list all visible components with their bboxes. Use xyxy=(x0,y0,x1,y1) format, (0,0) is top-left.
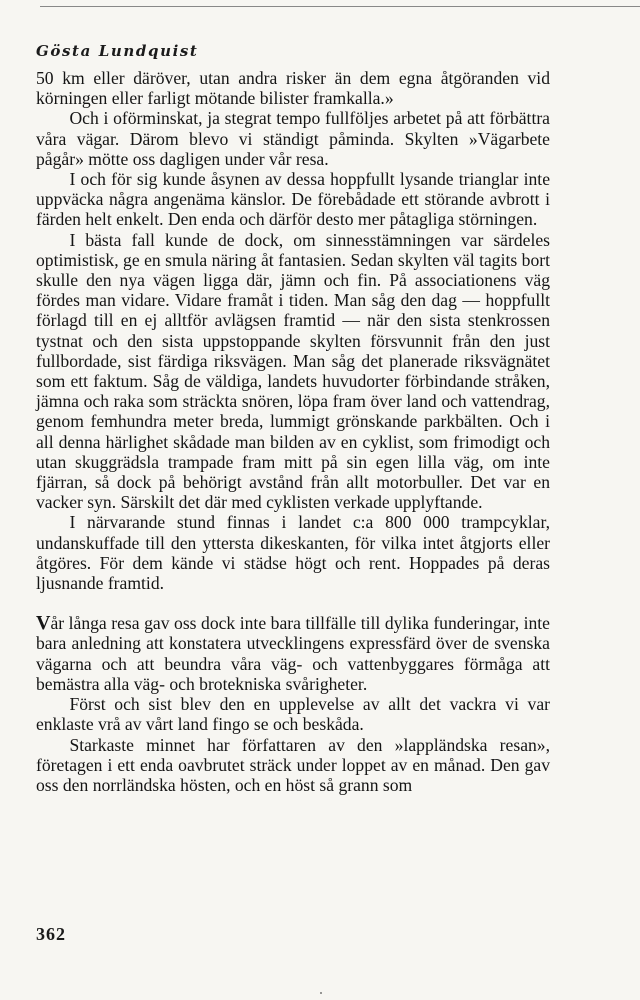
running-header: Gösta Lundquist xyxy=(36,42,199,60)
section-opening-paragraph xyxy=(36,613,550,694)
body-text xyxy=(36,68,550,795)
paragraph: I närvarande stund finnas i landet c:a 800 000 trampcyklar, undanskuffade till den yttersta dikeskanten, för vilka intet åtgjorts eller åtgöres. För dem kände vi städse högt och rent. Hoppades på deras ljusnande framtid. xyxy=(36,512,550,594)
top-rule xyxy=(40,6,640,7)
page-number: 362 xyxy=(36,924,66,944)
paragraph: 50 km eller däröver, utan andra risker än dem egna åtgöranden vid körningen eller farligt mötande bilister framkalla.» xyxy=(36,68,550,109)
paragraph: I bästa fall kunde de dock, om sinnesstämningen var särdeles optimistisk, ge en smula näring åt fantasien. Sedan skylten väl tagits bort skulle den nya vägen ligga där, jämn och fin. På associationens väg fördes man vidare. Vidare framåt i tiden. Man såg den dag — hoppfullt förlagd till en ej alltför avlägsen framtid — när den sista stenkrossen tystnat och den sista uppstoppande skylten försvunnit från den just fullbordade, sist färdiga riksvägen. Man såg det planerade riksvägnätet som ett faktum. Såg de väldiga, landets huvudorter förbindande stråken, jämna och raka som sträckta snören, löpa fram över land och vattendrag, genom femhundra meter breda, lummigt grönskande parkbälten. Och i all denna härlighet skådade man bilden av en cyklist, som frimodigt och utan skuggrädsla trampade fram mitt på sin egen lilla väg, om inte fjärran, så dock på behörigt avstånd från allt motorbuller. Det var en vacker syn. Särskilt det där med cyklisten verkade upplyftande. xyxy=(36,229,550,513)
paragraph: Och i oförminskat, ja stegrat tempo fullföljes arbetet på att förbättra våra vägar. Därom blevo vi ständigt påminda. Skylten »Vägarbete pågår» mötte oss dagligen under vår resa. xyxy=(36,108,550,169)
section-opening-text: år långa resa gav oss dock inte bara tillfälle till dylika funderingar, inte bara anledning att konstatera utvecklingens expressfärd över de svenska vägarna och att beundra våra väg- och vattenbyggares förmåga att bemästra alla väg- och brotekniska svårigheter. xyxy=(36,613,550,694)
print-speck xyxy=(320,992,322,994)
paragraph: Starkaste minnet har författaren av den »lappländska resan», företagen i ett enda oavbrutet sträck under loppet av en månad. Den gav oss den norrländska hösten, och en höst så grann som xyxy=(36,734,550,795)
paragraph: I och för sig kunde åsynen av dessa hoppfullt lysande trianglar inte uppväcka några angenäma känslor. De förebådade ett störande avbrott i färden helt enkelt. Den enda och därför desto mer påtagliga störningen. xyxy=(36,169,550,230)
paragraph: Först och sist blev den en upplevelse av allt det vackra vi var enklaste vrå av vårt land fingo se och beskåda. xyxy=(36,694,550,735)
initial-letter: V xyxy=(36,612,51,635)
